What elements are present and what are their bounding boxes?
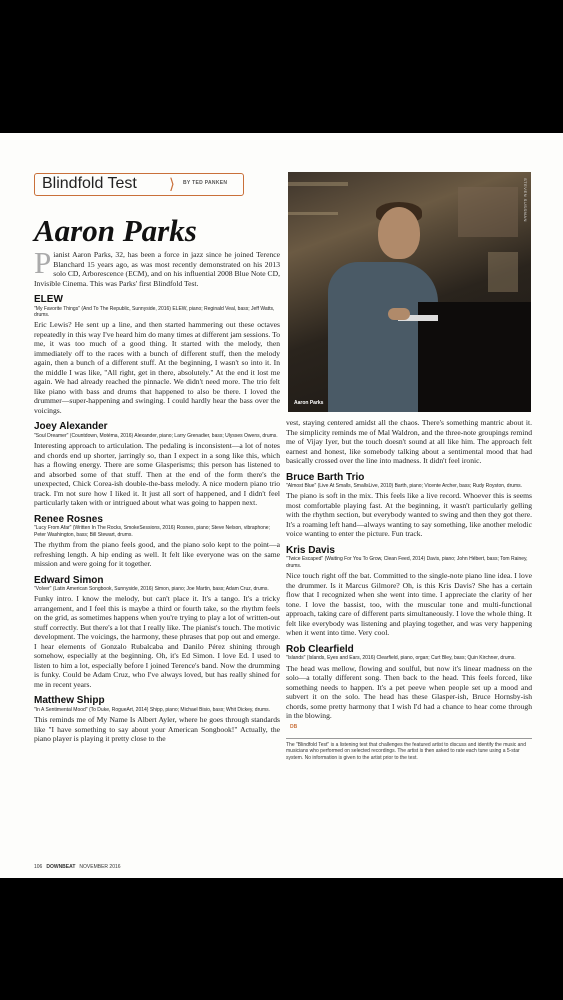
review-artist: Renee Rosnes xyxy=(34,513,103,525)
photo-caption: Aaron Parks xyxy=(294,400,324,406)
review-credit: "Soul Dreamer" (Countdown, Motéma, 2016) Alexander, piano; Larry Grenadier, bass; Ulysses Owens, drums. xyxy=(34,432,278,439)
review-artist: Rob Clearfield xyxy=(286,643,354,655)
review-section xyxy=(34,295,280,415)
review-text: Funky intro. I know the melody, but can't place it. It's a tango. It's a tricky arrangement, and I feel this is maybe a third or fourth take, so the rhythm feels on the grid, as sometimes happens when you're trying to play a lot of written-out stuff correctly. But there's a lot that I really like. The pianist's touch. The motivic development. The voicings, the harmony, these phrases that pop out and emerge. I hear elements of Gonzalo Rubalcaba and Danilo Pérez shining through somehow, especially at the beginning. Oh, it's Ed Simon. I love Ed. I used to listen to him a lot, especially before I joined Terence's band. Now the drumming is funky. Could be Adam Cruz, who I've always loved, but has really shined for me in recent years. xyxy=(34,594,280,689)
headline: Aaron Parks xyxy=(34,213,197,248)
folio xyxy=(34,864,121,870)
review-artist: Kris Davis xyxy=(286,544,335,556)
left-column xyxy=(34,245,280,744)
review-artist: Edward Simon xyxy=(34,574,104,586)
review-section xyxy=(34,696,280,743)
review-credit: "Almost Blue" (Live At Smalls, SmallsLive, 2010) Barth, piano; Vicente Archer, bass; Rudy Royston, drums. xyxy=(286,483,523,489)
review-section xyxy=(286,473,532,539)
review-section xyxy=(34,422,280,507)
review-text: Nice touch right off the bat. Committed to the single-note piano line idea. I love the drummer. Is it Marcus Gilmore? Oh, is this Kris Davis? She has a certain flow that I recognized when she went into time. I appreciate the clarity of her tone. I love the bassist, too, with the muscular tone and multi-functional approach, taking care of different parts simultaneously. I love the whole thing. It felt like everybody was listening and playing together, and was very happening when it went into time. Very cool. xyxy=(286,571,532,638)
chevron-right-icon: ⟩ xyxy=(169,176,175,193)
right-column xyxy=(286,418,532,761)
review-artist: Bruce Barth Trio xyxy=(286,471,365,483)
review-section xyxy=(286,418,532,466)
review-section xyxy=(34,515,280,569)
review-credit: "Lucy From Afar" (Written In The Rocks, SmokeSessions, 2016) Rosnes, piano; Steve Nelson, vibraphone; Peter Washington, bass; Bill Stewart, drums. xyxy=(34,525,270,538)
review-text: The rhythm from the piano feels good, and the piano solo kept to the point—a refreshing length. A hip ending as well. It felt like everyone was on the same mission and were going for it together. xyxy=(34,540,280,569)
issue-date: NOVEMBER 2016 xyxy=(79,864,121,870)
artist-photo xyxy=(288,172,531,412)
review-credit: "Islands" (Islands, Eyes and Ears, 2016) Clearfield, piano, organ; Curt Bley, bass; Quin Kirchner, drums. xyxy=(286,655,516,662)
review-artist: ELEW xyxy=(34,294,63,305)
review-credit: "Volver" (Latin American Songbook, Sunnyside, 2016) Simon, piano; Joe Martin, bass; Adam Cruz, drums. xyxy=(34,586,269,593)
review-section xyxy=(286,546,532,638)
page-number: 106 xyxy=(34,864,43,870)
intro-text: ianist Aaron Parks, 32, has been a force in jazz since he joined Terence Blanchard 15 years ago, as was most recently demonstrated on his 2013 solo CD, Arborescence (ECM), and on his influential 2008 Blue Note CD, Invisible Cinema. This was Parks' first Blindfold Test. xyxy=(34,250,280,288)
photo-credit: STEVEN SUSSMAN xyxy=(523,178,528,222)
review-text: The piano is soft in the mix. This feels like a live record. Whoever this is seems most comfortable playing fast. At the beginning, it wasn't particularly gelling with the rhythm section, but everybody wanted to swing and then they got there. It's a roaming left hand—always wanting to say something, like another melodic voice wanting to enter the picture. Fun track. xyxy=(286,491,532,539)
drop-cap: P xyxy=(34,245,52,280)
review-text: vest, staying centered amidst all the chaos. There's something mantric about it. The simplicity reminds me of Mal Waldron, and the three-note groupings remind me of Vijay Iyer, but the touch doesn't sound at all like him. The approach felt earnest and honest, like somebody talking about a sentimental mood that had basically crossed over the line into madness. It didn't feel ironic. xyxy=(286,418,532,465)
review-text: Interesting approach to articulation. The pedaling is inconsistent—a lot of notes and chords end up shorter, jarringly so, than I expect in a song like this, which has a flowing energy. There are some Glasperisms; this person has listened to and absorbed some of that stuff. Then at the end of the form there's the unexpected, Chick Corea-ish double-the-bass melody. A nice modern piano trio track. I'm not sure how I liked it. It just all sort of happened, and I didn't feel particularly taken with or intrigued about what was going to happen next. xyxy=(34,441,280,508)
end-mark: DB xyxy=(290,723,298,730)
column-label: Blindfold Test xyxy=(42,175,137,192)
review-section xyxy=(34,576,280,690)
review-text: This reminds me of My Name Is Albert Ayler, where he goes through standards like "I have something to say about your American Songbook!" Actually, the piano player is playing it pretty close to the xyxy=(34,715,280,744)
review-credit: "My Favorite Things" (And To The Republic, Sunnyside, 2016) ELEW, piano; Reginald Veal, bass; Jeff Watts, drums. xyxy=(34,305,275,318)
review-artist: Joey Alexander xyxy=(34,421,108,433)
intro-paragraph xyxy=(34,245,280,288)
review-text: The head was mellow, flowing and soulful, but now it's linear madness on the solo—a totally different song. Then back to the head. This feels forced, like something needs to happen. It's a pet peeve when people set up a mood and subvert it on the solo. The head has these Glasper-ish, Bruce Hornsby-ish chords, some pretty harmony that I wish I'd had a chance to hear come through in the blowing. xyxy=(286,663,532,721)
divider xyxy=(286,738,532,739)
footnote: The "Blindfold Test" is a listening test that challenges the featured artist to discuss and identify the music and musicians who performed on selected recordings. The artist is then asked to rate each tune using a 5-star system. No information is given to the artist prior to the test. xyxy=(286,742,526,761)
column-tag xyxy=(34,173,244,196)
review-section xyxy=(286,645,532,721)
review-credit: "In A Sentimental Mood" (To Duke, RogueArt, 2014) Shipp, piano; Michael Bisio, bass; Whit Dickey, drums. xyxy=(34,706,271,713)
review-credit: "Twice Escaped" (Waiting For You To Grow, Clean Feed, 2014) Davis, piano; John Hébert, bass; Tom Rainey, drums. xyxy=(286,556,528,569)
byline: BY TED PANKEN xyxy=(183,180,228,186)
review-artist: Matthew Shipp xyxy=(34,695,105,707)
magazine-page xyxy=(0,133,563,878)
magazine-name: DOWNBEAT xyxy=(46,864,76,870)
review-text: Eric Lewis? He sent up a line, and then started hammering out these octaves repeatedly in this way I've heard him do many times at different jam sessions. To me, it was too much of a good thing. It started with the melody, then immediately off to the races with a bunch of different stuff, then the melody again, then a bunch of a different stuff. At the beginning, I wasn't so into it. In the middle I was like, "All right, get in there, absolutely." At the end it lost me again. We had already reached the pinnacle. We didn't need more. The trio felt like piano with bass and drums that happened to also be there. I loved the drummer—super-happening and swinging. I could hardly hear the bass over the voicings. xyxy=(34,320,280,415)
